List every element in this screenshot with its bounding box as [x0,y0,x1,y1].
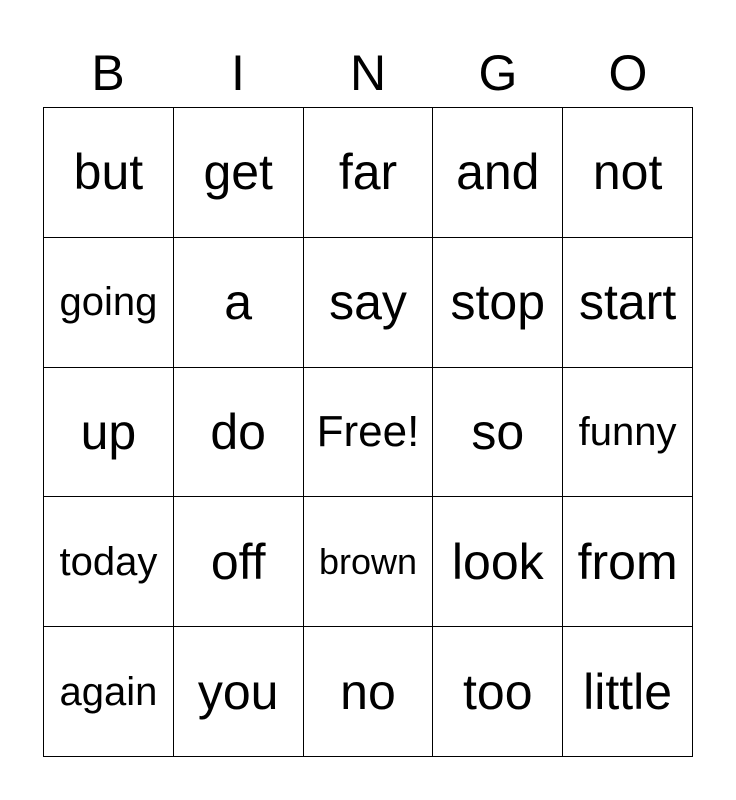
header-letter-i: I [231,45,245,101]
bingo-card-grid [43,107,693,757]
bingo-cell: funny [563,368,693,498]
bingo-cell: far [304,108,434,238]
bingo-cell: from [563,497,693,627]
bingo-cell: stop [433,238,563,368]
bingo-cell: and [433,108,563,238]
bingo-cell: going [44,238,174,368]
bingo-cell: no [304,627,434,757]
bingo-cell: brown [304,497,434,627]
bingo-cell: but [44,108,174,238]
bingo-header [43,40,693,106]
header-letter-n: N [349,45,387,101]
bingo-cell: not [563,108,693,238]
bingo-cell: again [44,627,174,757]
bingo-cell: too [433,627,563,757]
bingo-cell: a [174,238,304,368]
bingo-cell: today [44,497,174,627]
header-letter-o: O [608,45,648,101]
bingo-cell-free: Free! [304,368,434,498]
bingo-cell: say [304,238,434,368]
header-letter-b: B [91,45,125,101]
bingo-cell: get [174,108,304,238]
bingo-cell: so [433,368,563,498]
bingo-cell: little [563,627,693,757]
bingo-cell: you [174,627,304,757]
bingo-cell: do [174,368,304,498]
bingo-cell: start [563,238,693,368]
bingo-cell: up [44,368,174,498]
bingo-cell: look [433,497,563,627]
header-letter-g: G [478,45,518,101]
bingo-cell: off [174,497,304,627]
